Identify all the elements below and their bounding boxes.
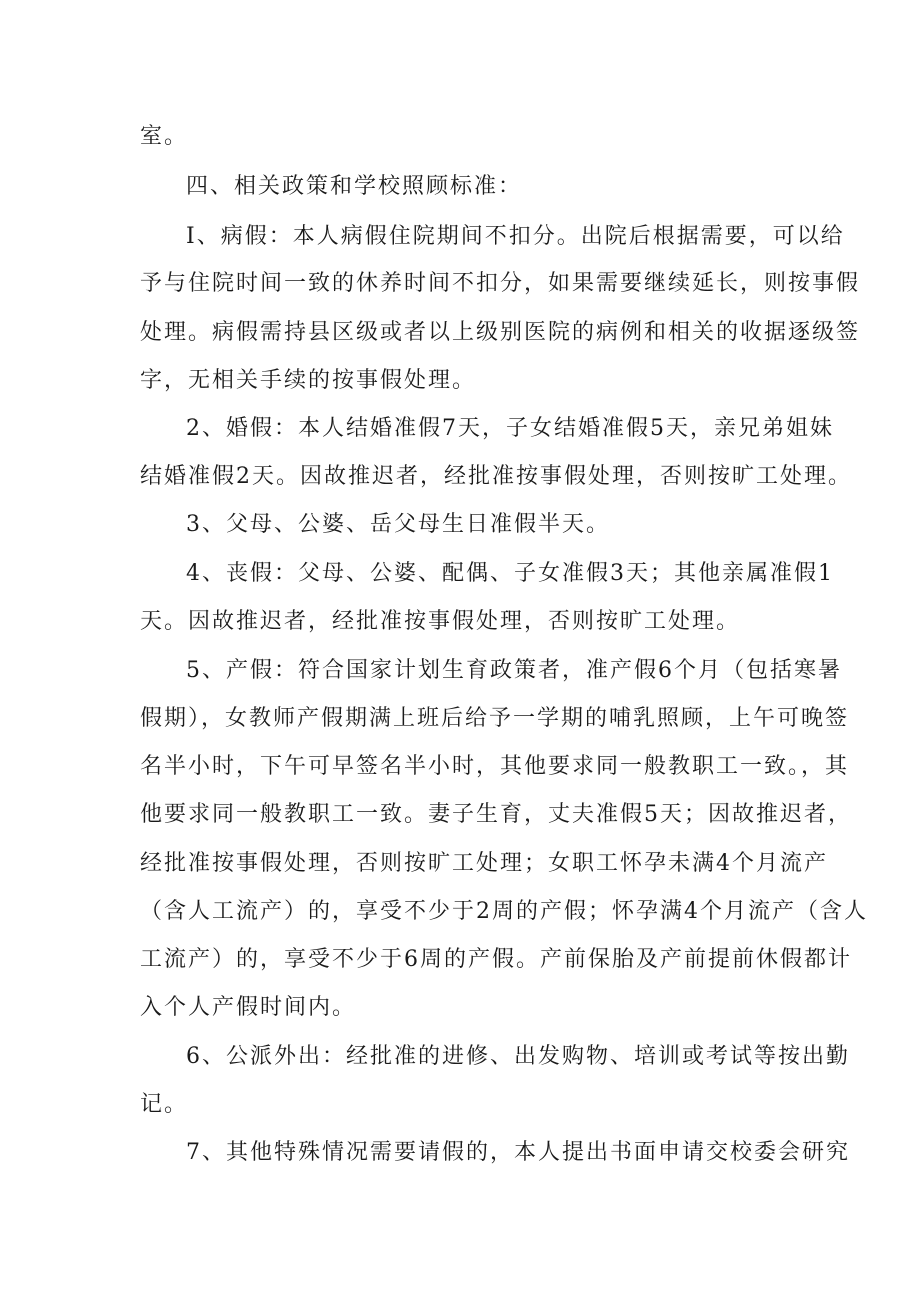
text-line: 2、婚假：本人结婚准假7天，子女结婚准假5天，亲兄弟姐妹 xyxy=(186,416,834,441)
text-line: 他要求同一般教职工一致。妻子生育，丈夫准假5天；因故推迟者， xyxy=(140,802,852,827)
text-line: 予与住院时间一致的休养时间不扣分，如果需要继续延长，则按事假 xyxy=(140,271,861,296)
text-line: 5、产假：符合国家计划生育政策者，准产假6个月（包括寒暑 xyxy=(186,658,842,683)
text-line: 入个人产假时间内。 xyxy=(140,995,357,1020)
text-line: I、病假：本人病假住院期间不扣分。出院后根据需要，可以给 xyxy=(186,224,845,249)
text-line: 3、父母、公婆、岳父母生日准假半天。 xyxy=(186,512,610,537)
text-line: 结婚准假2天。因故推迟者，经批准按事假处理，否则按旷工处理。 xyxy=(140,464,852,489)
text-line: 记。 xyxy=(140,1092,189,1117)
text-line: 假期），女教师产假期满上班后给予一学期的哺乳照顾，上午可晚签 xyxy=(140,706,850,731)
text-line: 名半小时，下午可早签名半小时，其他要求同一般教职工一致。，其 xyxy=(140,754,850,779)
text-line: 工流产）的，享受不少于6周的产假。产前保胎及产前提前休假都计 xyxy=(140,947,852,972)
text-line: 室。 xyxy=(140,124,189,149)
text-line: （含人工流产）的，享受不少于2周的产假；怀孕满4个月流产（含人 xyxy=(140,899,868,924)
text-line: 处理。病假需持县区级或者以上级别医院的病例和相关的收据逐级签 xyxy=(140,320,861,345)
section-heading: 四、相关政策和学校照顾标准： xyxy=(186,174,523,199)
text-line: 4、丧假：父母、公婆、配偶、子女准假3天；其他亲属准假1 xyxy=(186,561,834,586)
text-line: 经批准按事假处理，否则按旷工处理；女职工怀孕未满4个月流产 xyxy=(140,851,828,876)
text-line: 7、其他特殊情况需要请假的，本人提出书面申请交校委会研究 xyxy=(186,1140,850,1165)
text-line: 天。因故推迟者，经批准按事假处理，否则按旷工处理。 xyxy=(140,609,741,634)
text-line: 字，无相关手续的按事假处理。 xyxy=(140,368,477,393)
text-line: 6、公派外出：经批准的进修、出发购物、培训或考试等按出勤 xyxy=(186,1044,850,1069)
